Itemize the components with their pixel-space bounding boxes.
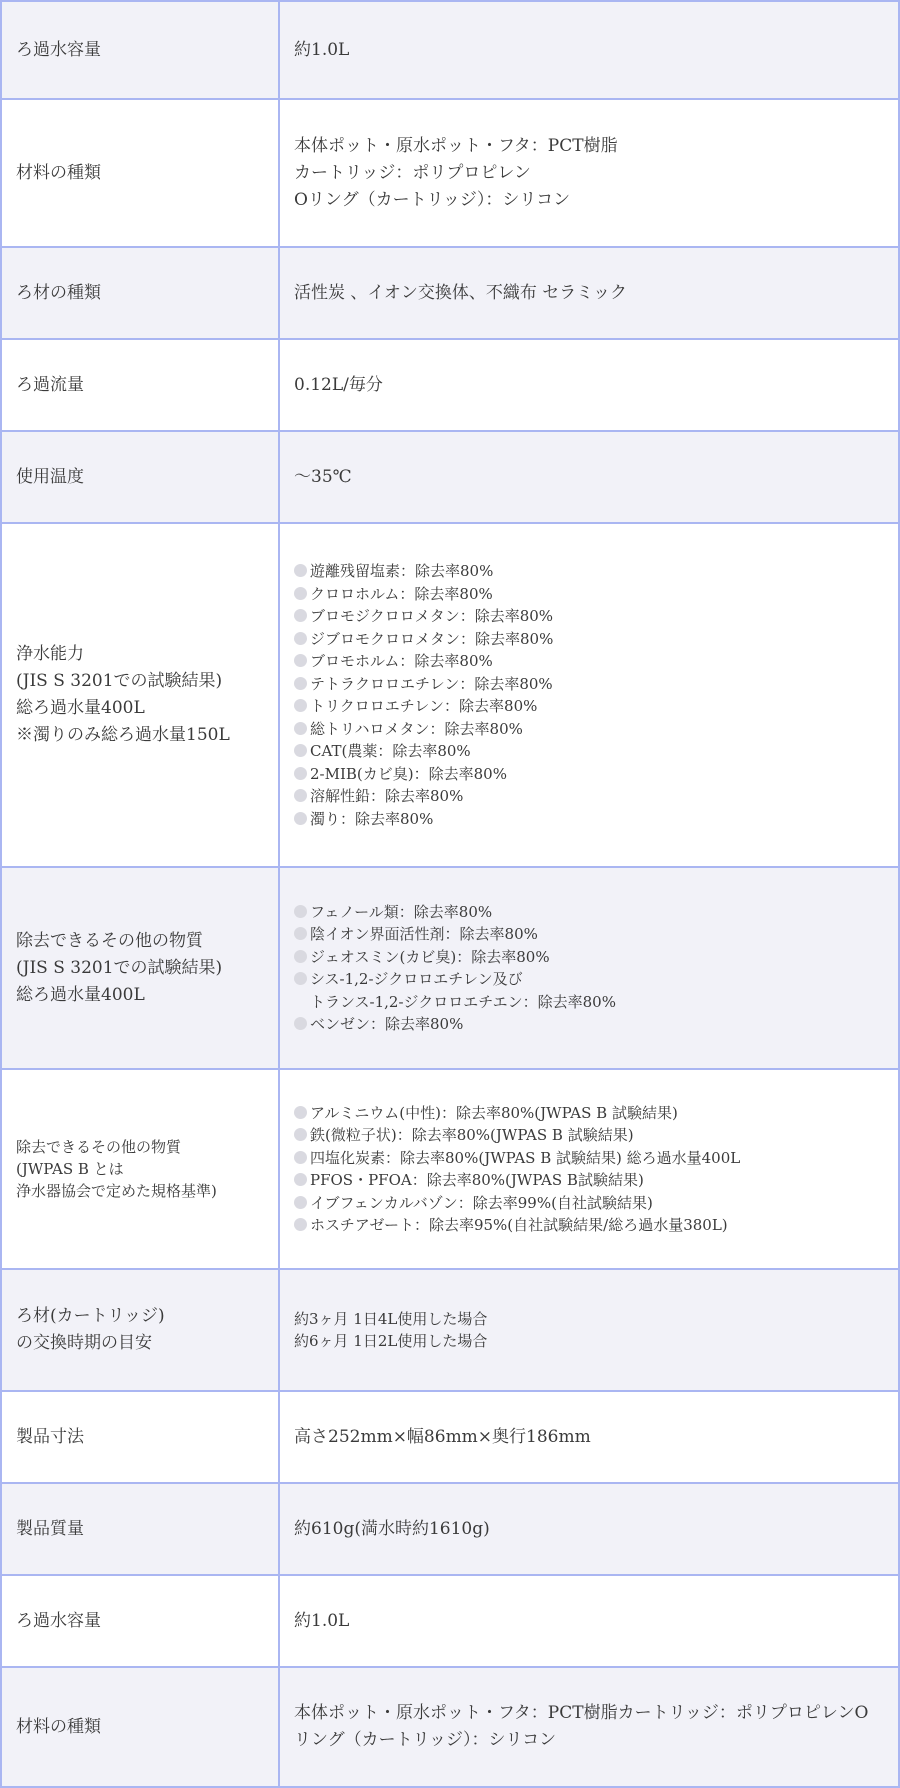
spec-row bbox=[1, 339, 899, 431]
bullet-item: トリクロロエチレン：除去率80% bbox=[294, 695, 884, 718]
spec-label: 製品質量 bbox=[1, 1483, 279, 1575]
spec-label: ろ過水容量 bbox=[1, 1575, 279, 1667]
spec-value: 高さ252mm×幅86mm×奥行186mm bbox=[279, 1391, 899, 1483]
spec-row bbox=[1, 247, 899, 339]
bullet-dot-icon bbox=[294, 699, 307, 712]
bullet-dot-icon bbox=[294, 654, 307, 667]
spec-value: 本体ポット・原水ポット・フタ：PCT樹脂カートリッジ：ポリプロピレンOリング（カートリッジ）：シリコン bbox=[279, 1667, 899, 1787]
spec-row bbox=[1, 1483, 899, 1575]
bullet-item: ブロモジクロロメタン：除去率80% bbox=[294, 605, 884, 628]
bullet-dot-icon bbox=[294, 609, 307, 622]
bullet-dot-icon bbox=[294, 767, 307, 780]
bullet-dot-icon bbox=[294, 812, 307, 825]
bullet-item: ジブロモクロロメタン：除去率80% bbox=[294, 628, 884, 651]
spec-row bbox=[1, 1391, 899, 1483]
spec-row bbox=[1, 1575, 899, 1667]
bullet-dot-icon bbox=[294, 927, 307, 940]
spec-label: 材料の種類 bbox=[1, 1667, 279, 1787]
bullet-dot-icon bbox=[294, 632, 307, 645]
bullet-dot-icon bbox=[294, 1017, 307, 1030]
spec-label: 除去できるその他の物質 (JIS S 3201での試験結果) 総ろ過水量400L bbox=[1, 867, 279, 1069]
spec-label: 材料の種類 bbox=[1, 99, 279, 247]
spec-row bbox=[1, 1269, 899, 1391]
bullet-dot-icon bbox=[294, 587, 307, 600]
bullet-dot-icon bbox=[294, 950, 307, 963]
spec-row bbox=[1, 1, 899, 99]
spec-label: ろ過流量 bbox=[1, 339, 279, 431]
bullet-item: フェノール類：除去率80% bbox=[294, 901, 884, 924]
spec-row bbox=[1, 523, 899, 867]
spec-value bbox=[279, 1069, 899, 1269]
bullet-dot-icon bbox=[294, 905, 307, 918]
bullet-dot-icon bbox=[294, 1128, 307, 1141]
bullet-item: 総トリハロメタン：除去率80% bbox=[294, 718, 884, 741]
spec-row bbox=[1, 431, 899, 523]
bullet-dot-icon bbox=[294, 972, 307, 985]
bullet-dot-icon bbox=[294, 1218, 307, 1231]
spec-row bbox=[1, 867, 899, 1069]
bullet-item: 陰イオン界面活性剤：除去率80% bbox=[294, 923, 884, 946]
bullet-item: 四塩化炭素：除去率80%(JWPAS B 試験結果) 総ろ過水量400L bbox=[294, 1147, 884, 1170]
spec-value: 活性炭 、イオン交換体、不織布 セラミック bbox=[279, 247, 899, 339]
spec-value: 0.12L/毎分 bbox=[279, 339, 899, 431]
spec-value: 約610g(満水時約1610g) bbox=[279, 1483, 899, 1575]
bullet-dot-icon bbox=[294, 1151, 307, 1164]
spec-value bbox=[279, 867, 899, 1069]
spec-label: 使用温度 bbox=[1, 431, 279, 523]
spec-value bbox=[279, 523, 899, 867]
bullet-item-continued: トランス-1,2-ジクロロエチエン：除去率80% bbox=[310, 992, 616, 1011]
bullet-item: CAT(農薬：除去率80% bbox=[294, 740, 884, 763]
spec-value: ～35℃ bbox=[279, 431, 899, 523]
spec-label: ろ材の種類 bbox=[1, 247, 279, 339]
bullet-item: ブロモホルム：除去率80% bbox=[294, 650, 884, 673]
spec-label: 浄水能力 (JIS S 3201での試験結果) 総ろ過水量400L ※濁りのみ総ろ過水量150L bbox=[1, 523, 279, 867]
bullet-item: 2-MIB(カビ臭)：除去率80% bbox=[294, 763, 884, 786]
spec-value: 約1.0L bbox=[279, 1575, 899, 1667]
bullet-dot-icon bbox=[294, 744, 307, 757]
spec-label: ろ過水容量 bbox=[1, 1, 279, 99]
spec-row bbox=[1, 1667, 899, 1787]
bullet-dot-icon bbox=[294, 677, 307, 690]
bullet-item: シス-1,2-ジクロロエチレン及び bbox=[294, 968, 884, 991]
bullet-item: ホスチアゼート：除去率95%(自社試験結果/総ろ過水量380L) bbox=[294, 1214, 884, 1237]
spec-value: 本体ポット・原水ポット・フタ：PCT樹脂 カートリッジ：ポリプロピレン Oリング（カートリッジ）：シリコン bbox=[279, 99, 899, 247]
bullet-item: 溶解性鉛：除去率80% bbox=[294, 785, 884, 808]
bullet-item: イブフェンカルバゾン：除去率99%(自社試験結果) bbox=[294, 1192, 884, 1215]
bullet-dot-icon bbox=[294, 564, 307, 577]
bullet-item: テトラクロロエチレン：除去率80% bbox=[294, 673, 884, 696]
spec-label: 除去できるその他の物質 (JWPAS B とは 浄水器協会で定めた規格基準) bbox=[1, 1069, 279, 1269]
bullet-item: 濁り：除去率80% bbox=[294, 808, 884, 831]
spec-label: 製品寸法 bbox=[1, 1391, 279, 1483]
spec-label: ろ材(カートリッジ) の交換時期の目安 bbox=[1, 1269, 279, 1391]
spec-row bbox=[1, 1069, 899, 1269]
bullet-item: 鉄(微粒子状)：除去率80%(JWPAS B 試験結果) bbox=[294, 1124, 884, 1147]
spec-row bbox=[1, 99, 899, 247]
spec-value: 約1.0L bbox=[279, 1, 899, 99]
bullet-dot-icon bbox=[294, 789, 307, 802]
bullet-item: アルミニウム(中性)：除去率80%(JWPAS B 試験結果) bbox=[294, 1102, 884, 1125]
bullet-item: PFOS・PFOA：除去率80%(JWPAS B試験結果) bbox=[294, 1169, 884, 1192]
bullet-item: 遊離残留塩素：除去率80% bbox=[294, 560, 884, 583]
bullet-dot-icon bbox=[294, 1106, 307, 1119]
bullet-dot-icon bbox=[294, 722, 307, 735]
spec-value: 約3ヶ月 1日4L使用した場合 約6ヶ月 1日2L使用した場合 bbox=[279, 1269, 899, 1391]
bullet-item: ジェオスミン(カビ臭)：除去率80% bbox=[294, 946, 884, 969]
bullet-item: クロロホルム：除去率80% bbox=[294, 583, 884, 606]
bullet-dot-icon bbox=[294, 1196, 307, 1209]
bullet-item: ベンゼン：除去率80% bbox=[294, 1013, 884, 1036]
bullet-dot-icon bbox=[294, 1173, 307, 1186]
